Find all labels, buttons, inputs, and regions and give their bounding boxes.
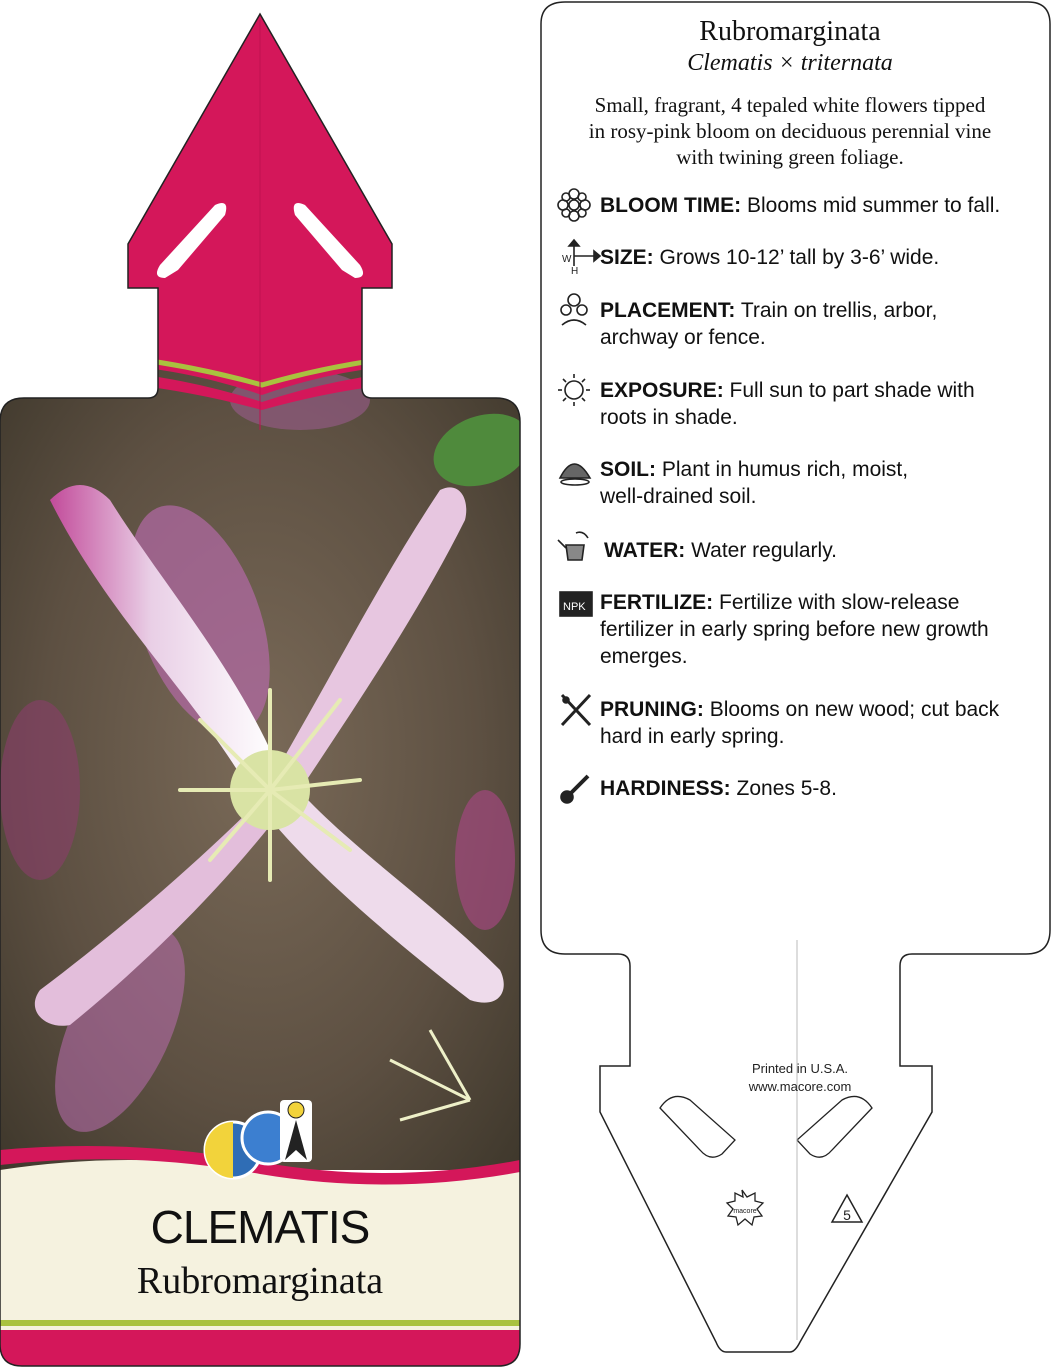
macore-logo-text: macore — [733, 1208, 757, 1215]
description-line: Small, fragrant, 4 tepaled white flowers tipped — [594, 93, 986, 117]
plant-cultivar: Rubromarginata — [136, 1260, 384, 1302]
care-label: EXPOSURE: — [600, 379, 724, 402]
care-text: Full sun to part shade with — [729, 379, 975, 402]
care-label: WATER: — [604, 539, 686, 562]
care-text: hard in early spring. — [600, 725, 785, 748]
label-bottom-band — [0, 1330, 520, 1369]
pollinator-flower-icon — [288, 1102, 304, 1118]
care-text: Grows 10-12’ tall by 3-6’ wide. — [659, 246, 940, 269]
website: www.macore.com — [748, 1079, 852, 1094]
care-text: emerges. — [600, 645, 688, 668]
care-label: BLOOM TIME: — [600, 194, 742, 217]
care-text: well-drained soil. — [600, 485, 757, 508]
size-width-label: W — [562, 254, 572, 265]
care-text: Zones 5-8. — [736, 777, 837, 800]
label-bottom-stripe — [0, 1320, 520, 1326]
care-text: Train on trellis, arbor, — [740, 299, 938, 322]
care-text: Plant in humus rich, moist, — [661, 458, 909, 481]
npk-label: NPK — [563, 601, 586, 613]
care-text: archway or fence. — [600, 326, 766, 349]
plant-genus: CLEMATIS — [150, 1201, 370, 1253]
care-text: Fertilize with slow-release — [719, 591, 960, 614]
printed-in: Printed in U.S.A. — [751, 1061, 849, 1076]
care-text: roots in shade. — [600, 406, 738, 429]
care-label: HARDINESS: — [600, 777, 731, 800]
care-text: Water regularly. — [691, 539, 837, 562]
care-label: PLACEMENT: — [600, 299, 736, 322]
blurred-pink-petal — [455, 790, 515, 930]
blurred-pink-petal — [0, 700, 80, 880]
botanical-name: Clematis × triternata — [687, 50, 893, 76]
back-title: Rubromarginata — [699, 16, 881, 47]
recycle-code: 5 — [843, 1207, 851, 1223]
plant-description — [545, 92, 1035, 170]
care-text: fertilizer in early spring before new growth — [600, 618, 989, 641]
care-label: SIZE: — [600, 246, 654, 269]
care-text: Blooms mid summer to fall. — [747, 194, 1001, 217]
description-line: in rosy-pink bloom on deciduous perennial vine — [588, 119, 992, 143]
care-text: Blooms on new wood; cut back — [709, 698, 1000, 721]
care-label: PRUNING: — [600, 698, 704, 721]
care-label: FERTILIZE: — [600, 591, 714, 614]
care-label: SOIL: — [600, 458, 656, 481]
fertilizer-bag-icon — [560, 592, 592, 616]
description-line: with twining green foliage. — [676, 145, 904, 169]
size-height-label: H — [571, 266, 579, 277]
